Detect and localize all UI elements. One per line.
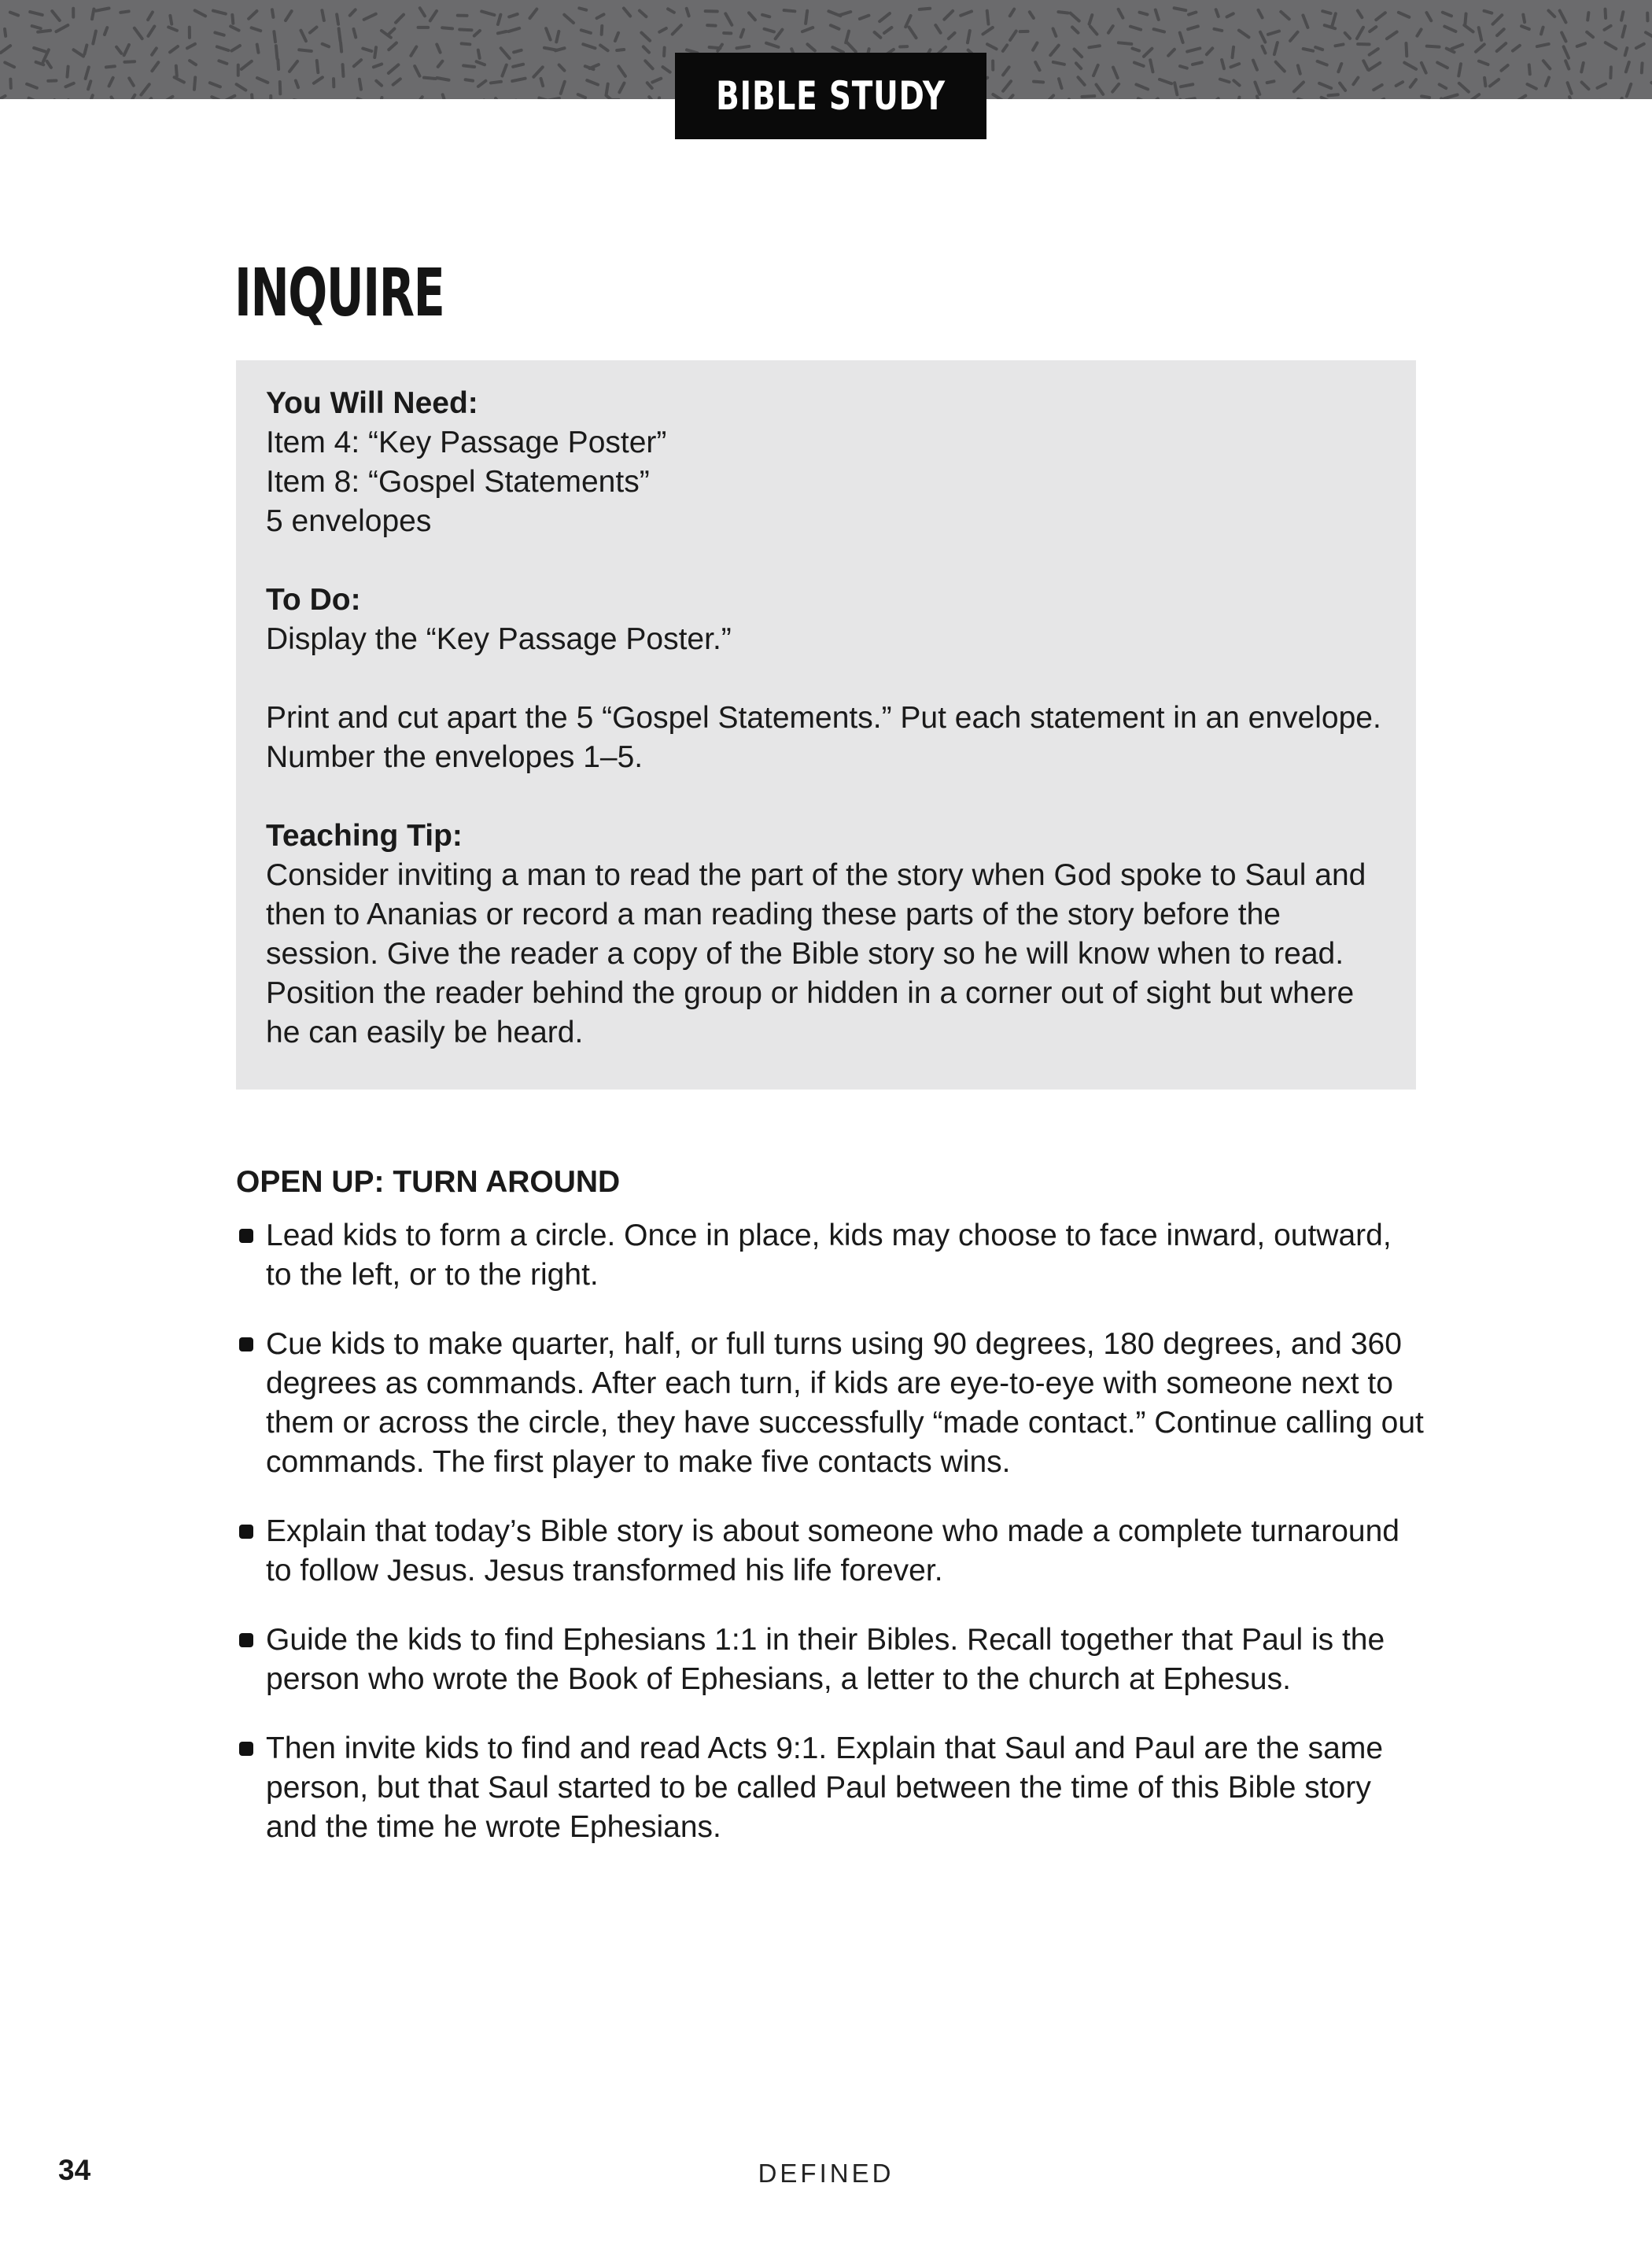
material-item: Item 8: “Gospel Statements” xyxy=(266,465,650,499)
to-do-heading: To Do: xyxy=(266,583,361,617)
activity-bullet-list xyxy=(236,1216,1424,1877)
bullet-icon xyxy=(239,1525,253,1539)
teaching-tip-text: Consider inviting a man to read the part of the story when God spoke to Saul and then to Ananias or record a man reading these parts of the story before the session. Give the reader a copy of the Bible story so he will know when to read. Position the reader behind the group or hidden in a corner out of sight but where he can easily be heard. xyxy=(266,858,1366,1049)
to-do-step: Print and cut apart the 5 “Gospel Statements.” Put each statement in an envelope. Number the envelopes 1–5. xyxy=(266,701,1381,774)
activity-bullet: Cue kids to make quarter, half, or full turns using 90 degrees, 180 degrees, and 360 degrees as commands. After each turn, if kids are eye-to-eye with someone next to them or across the circle, they have successfully “made contact.” Continue calling out commands. The first player to make five contacts wins. xyxy=(236,1325,1424,1482)
teaching-tip-heading: Teaching Tip: xyxy=(266,819,463,853)
bullet-icon xyxy=(239,1742,253,1756)
bullet-icon xyxy=(239,1633,253,1647)
section-label xyxy=(675,53,986,139)
you-will-need-heading: You Will Need: xyxy=(266,386,478,420)
material-item: Item 4: “Key Passage Poster” xyxy=(266,426,667,459)
footer-title: DEFINED xyxy=(758,2159,894,2188)
activity-bullet: Guide the kids to find Ephesians 1:1 in their Bibles. Recall together that Paul is the person who wrote the Book of Ephesians, a letter to the church at Ephesus. xyxy=(236,1621,1424,1699)
bullet-icon xyxy=(239,1229,253,1243)
activity-bullet: Then invite kids to find and read Acts 9:1. Explain that Saul and Paul are the same person, but that Saul started to be called Paul between the time of this Bible story and the time he wrote Ephesians. xyxy=(236,1729,1424,1847)
activity-bullet: Lead kids to form a circle. Once in place, kids may choose to face inward, outward, to the left, or to the right. xyxy=(236,1216,1424,1295)
activity-bullet: Explain that today’s Bible story is about someone who made a complete turnaround to follow Jesus. Jesus transformed his life forever. xyxy=(236,1512,1424,1591)
materials-box xyxy=(236,360,1416,1090)
page-number: 34 xyxy=(58,2154,91,2186)
to-do-step: Display the “Key Passage Poster.” xyxy=(266,622,732,656)
section-label-text: BIBLE STUDY xyxy=(716,73,946,119)
bullet-icon xyxy=(239,1337,253,1351)
page-title: INQUIRE xyxy=(234,254,444,331)
material-item: 5 envelopes xyxy=(266,504,432,538)
activity-heading: OPEN UP: TURN AROUND xyxy=(236,1165,621,1199)
